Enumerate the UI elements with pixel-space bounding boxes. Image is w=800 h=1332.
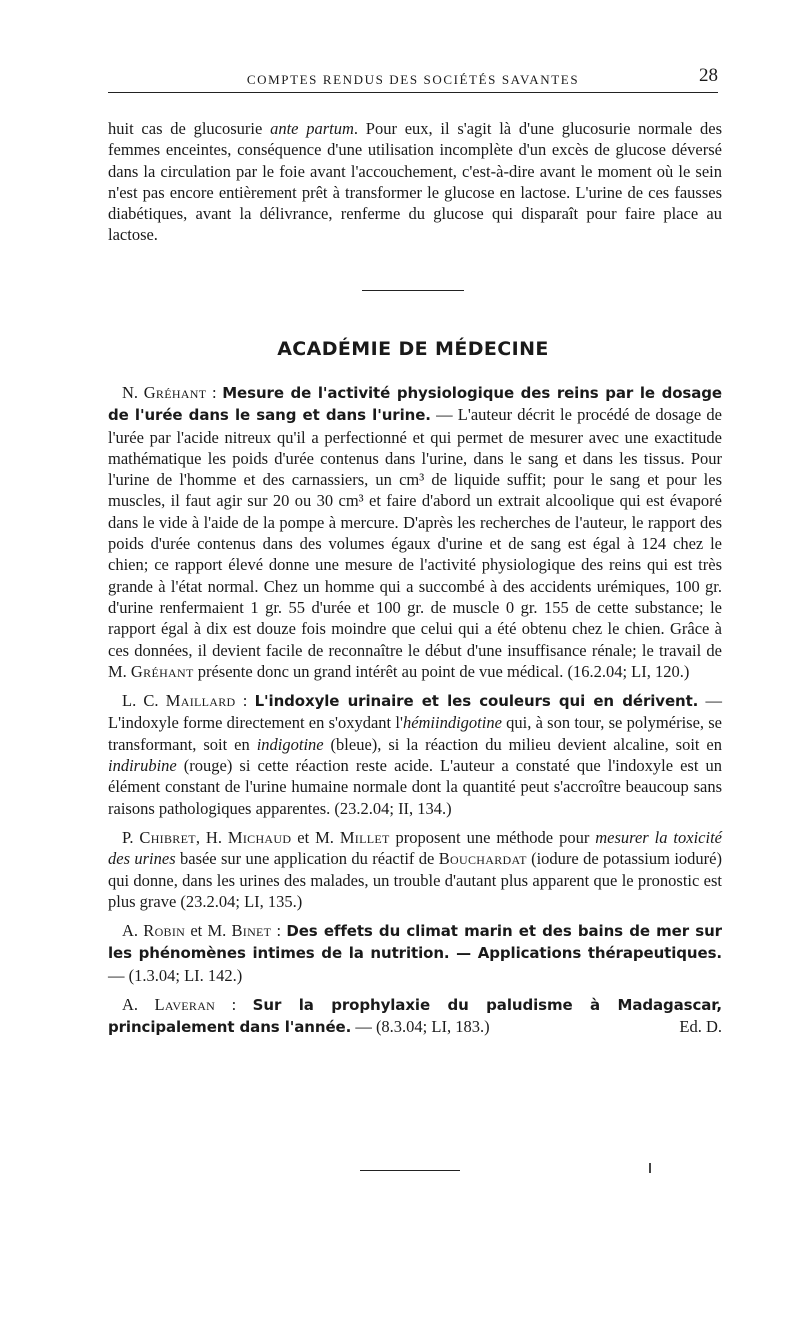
entry-body-end: (iodure de potassium ioduré) qui donne, dans les urines des malades, un trouble d'autant plus apparent que le pronostic est plus grave (23.2.04; LI, 135.) [108,849,722,911]
author-initial: L. C. [122,691,166,711]
author-separator: et M. [185,921,232,941]
author-name: Robin [143,921,186,941]
entry-grehant [108,382,722,682]
running-title: COMPTES RENDUS DES SOCIÉTÉS SAVANTES [246,72,580,87]
print-mark [649,1163,651,1173]
entry-title: L'indoxyle urinaire et les couleurs qui en dérivent. [254,692,699,711]
entry-emphasis: mesurer la toxicité des urines [108,827,722,869]
intro-text-2: . Pour eux, il s'agit là d'une glucosurie normale des femmes enceintes, conséquence d'une utilisation incomplète d'un excès de glucose déversé dans la circulation par le foie avant l'accouchement, c'est-à-dire avant le moment où le sein n'est pas encore entièrement prêt à transformer le glucose en lactose. L'urine de ces fausses diabétiques, avant la délivrance, renferme du glucose qui disparaît pour faire place au lactose. [108,119,722,245]
entry-body-end: — (8.3.04; LI, 183.) [351,1017,490,1037]
entry-maillard [108,690,722,819]
author-initial: N. [122,383,144,402]
author-initial: P. [122,827,140,847]
author-name: Laveran [154,995,216,1015]
entry-body: proposent une méthode pour [389,827,596,847]
term-hemiindigotine: hémiindigotine [402,713,502,733]
page-number: 28 [699,65,718,86]
intro-emphasis: ante partum [270,119,354,138]
page-header [108,66,718,93]
author-name: Michaud [227,827,292,847]
entry-body: basée sur une application du réactif de [175,849,439,869]
entry-body: qui, à son tour, se polymérise, se transformant, soit en [108,713,722,754]
author-name: Maillard [165,691,236,711]
entry-body: (bleue), si la réaction du milieu devient alcaline, soit en [323,734,723,754]
reference-name: Bouchardat [438,849,527,869]
separator: : [206,383,223,402]
author-name-repeat: Gréhant [130,661,194,681]
section-title: ACADÉMIE DE MÉDECINE [277,338,549,360]
author-name: Binet [231,921,272,941]
separator: : [235,691,255,711]
author-initial: A. [122,995,155,1015]
entry-body-end: (rouge) si cette réaction reste acide. L'auteur a constaté que l'indoxyle est un élément constant de l'urine humaine normale dont la quantité peut s'accroître beaucoup sans raisons pathologiques apparentes. (23.2.04; II, 134.) [108,756,722,818]
author-separator: , H. [195,827,228,847]
author-name: Chibret [139,827,196,847]
entry-body-end: — (1.3.04; LI. 142.) [108,965,243,985]
entry-body: — L'indoxyle forme directement en s'oxydant l' [108,691,723,733]
intro-paragraph [108,118,722,246]
separator: : [215,995,253,1015]
term-indigotine: indigotine [256,734,324,754]
entry-title: Mesure de l'activité physiologique des reins par le dosage de l'urée dans le sang et dans l'urine. [108,384,722,425]
section-divider-bottom [360,1170,460,1171]
editor-signature: Ed. D. [679,1017,722,1037]
author-initial: A. [122,921,144,941]
entry-robin [108,920,722,986]
entry-title: Sur la prophylaxie du paludisme à Madagascar, principalement dans l'année. [108,996,722,1037]
intro-text-1: huit cas de glucosurie [108,119,271,138]
term-indirubine: indirubine [108,756,177,776]
section-divider-top [362,290,464,291]
entry-laveran [108,994,722,1039]
entry-title: Des effets du climat marin et des bains de mer sur les phénomènes intimes de la nutrition. — Applications thérapeutiques. [108,922,722,963]
entry-body: — L'auteur décrit le procédé de dosage de l'urée par l'acide nitreux qu'il a perfectionné et qui permet de mesurer avec une exactitude mathématique les poids d'urée contenus dans l'urine, dans le sang et dans les tissus. Pour l'urine de l'homme et des carnassiers, un cm³ de liquide suffit; pour le sang et pour les muscles, il faut agir sur 20 ou 30 cm³ et faire d'abord un extrait alcoolique qui est évaporé dans le vide à l'aide de la pompe à mercure. D'après les recherches de l'auteur, le rapport des poids d'urée contenus dans des volumes égaux d'urine et de sang est égal à 124 chez le chien; ce rapport élevé donne une mesure de l'activité physiologique des reins qui est très grande à l'état normal. Chez un homme qui a succombé à des accidents urémiques, 100 gr. d'urine renfermaient 1 gr. 55 d'urée et 100 gr. de muscle 0 gr. 155 de cette substance; le rapport égal à dix est douze fois moindre que celui qui a été obtenu chez le chien. Grâce à ces données, il devient facile de reconnaître le début d'une insuffisance rénale; le travail de M. [108,405,722,681]
entry-chibret [108,827,722,912]
author-name: Millet [339,827,390,847]
separator: : [271,921,287,941]
entries-block [108,382,722,1039]
author-name: Gréhant [143,383,207,402]
entry-body-end: présente donc un grand intérêt au point de vue médical. (16.2.04; LI, 120.) [193,661,690,681]
author-separator: et M. [291,827,340,847]
